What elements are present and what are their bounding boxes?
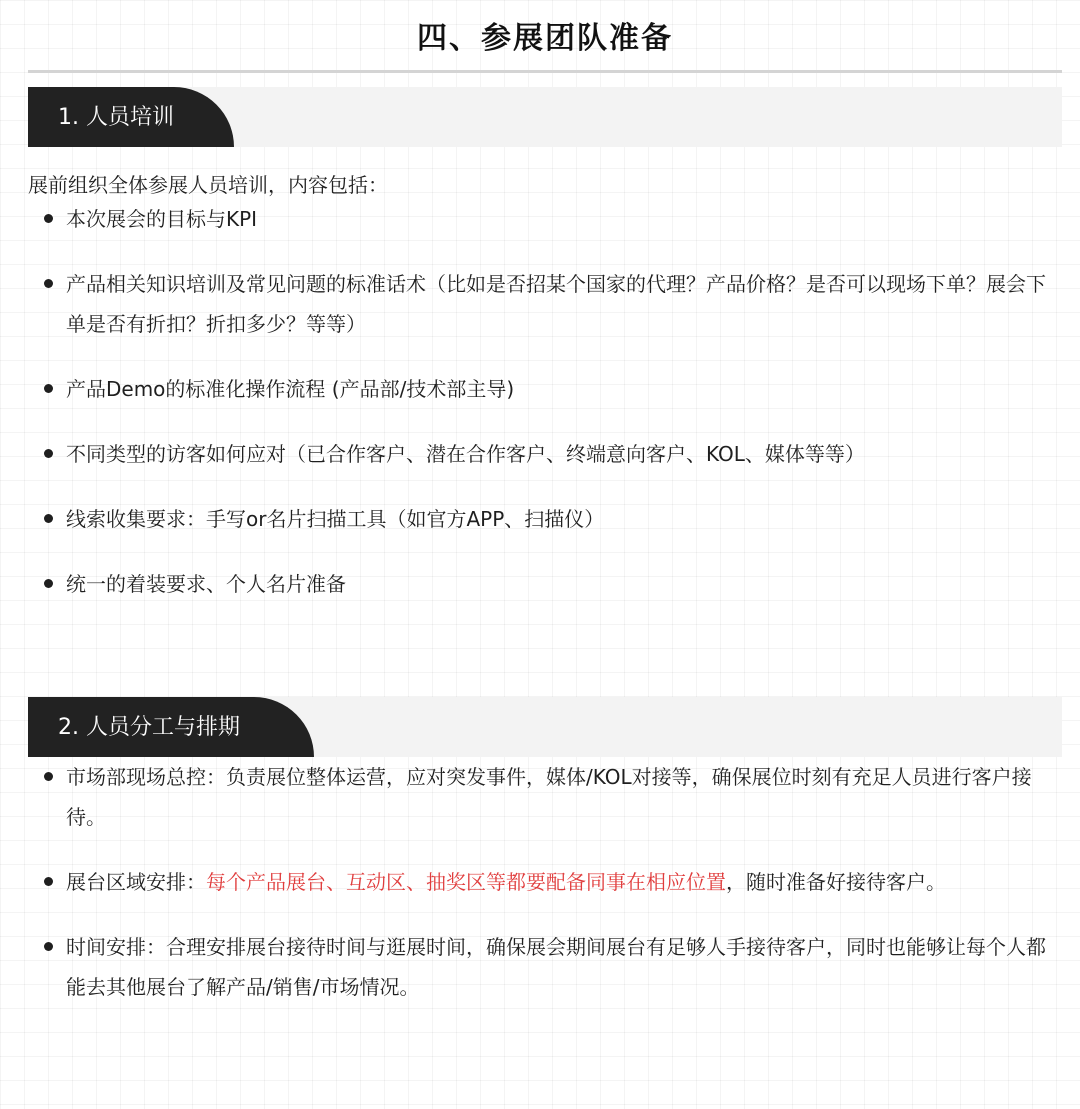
document-page <box>28 0 1062 1032</box>
list-item-suffix: ，随时准备好接待客户。 <box>726 870 946 894</box>
bullet-dot-icon <box>44 942 53 951</box>
list-item <box>28 434 1062 474</box>
list-item <box>28 369 1062 409</box>
section-intro: 展前组织全体参展人员培训，内容包括： <box>28 173 388 197</box>
bullet-dot-icon <box>44 384 53 393</box>
list-item-prefix: 展台区域安排： <box>66 870 206 894</box>
list-item-text: 市场部现场总控：负责展位整体运营，应对突发事件，媒体/KOL对接等，确保展位时刻有充足人员进行客户接待。 <box>66 765 1032 829</box>
list-item-text: 统一的着装要求、个人名片准备 <box>66 572 346 596</box>
training-list <box>28 199 1062 604</box>
list-item <box>28 927 1062 1007</box>
list-item-text: 不同类型的访客如何应对（已合作客户、潜在合作客户、终端意向客户、KOL、媒体等等） <box>66 442 865 466</box>
section-header-staffing <box>28 697 1062 757</box>
page-title: 四、参展团队准备 <box>417 21 673 56</box>
list-item <box>28 499 1062 539</box>
list-item-text: 产品相关知识培训及常见问题的标准话术（比如是否招某个国家的代理？产品价格？是否可以现场下单？展会下单是否有折扣？折扣多少？等等） <box>66 272 1046 336</box>
list-item <box>28 564 1062 604</box>
list-item <box>28 757 1062 837</box>
section-tab-staffing: 2. 人员分工与排期 <box>28 697 314 757</box>
list-item-text: 时间安排：合理安排展台接待时间与逛展时间，确保展会期间展台有足够人手接待客户，同时也能够让每个人都能去其他展台了解产品/销售/市场情况。 <box>66 935 1046 999</box>
list-item-text: 本次展会的目标与KPI <box>66 207 258 231</box>
bullet-dot-icon <box>44 772 53 781</box>
bullet-dot-icon <box>44 279 53 288</box>
list-item-text: 产品Demo的标准化操作流程 (产品部/技术部主导) <box>66 377 515 401</box>
bullet-dot-icon <box>44 514 53 523</box>
list-item <box>28 199 1062 239</box>
highlighted-text: 每个产品展台、互动区、抽奖区等都要配备同事在相应位置 <box>206 870 726 894</box>
list-item-text: 线索收集要求：手写or名片扫描工具（如官方APP、扫描仪） <box>66 507 605 531</box>
section-tab-training: 1. 人员培训 <box>28 87 234 147</box>
staffing-list <box>28 757 1062 1007</box>
section-header-training <box>28 87 1062 147</box>
list-item <box>28 264 1062 344</box>
bullet-dot-icon <box>44 877 53 886</box>
bullet-dot-icon <box>44 579 53 588</box>
list-item <box>28 862 1062 902</box>
bullet-dot-icon <box>44 449 53 458</box>
bullet-dot-icon <box>44 214 53 223</box>
